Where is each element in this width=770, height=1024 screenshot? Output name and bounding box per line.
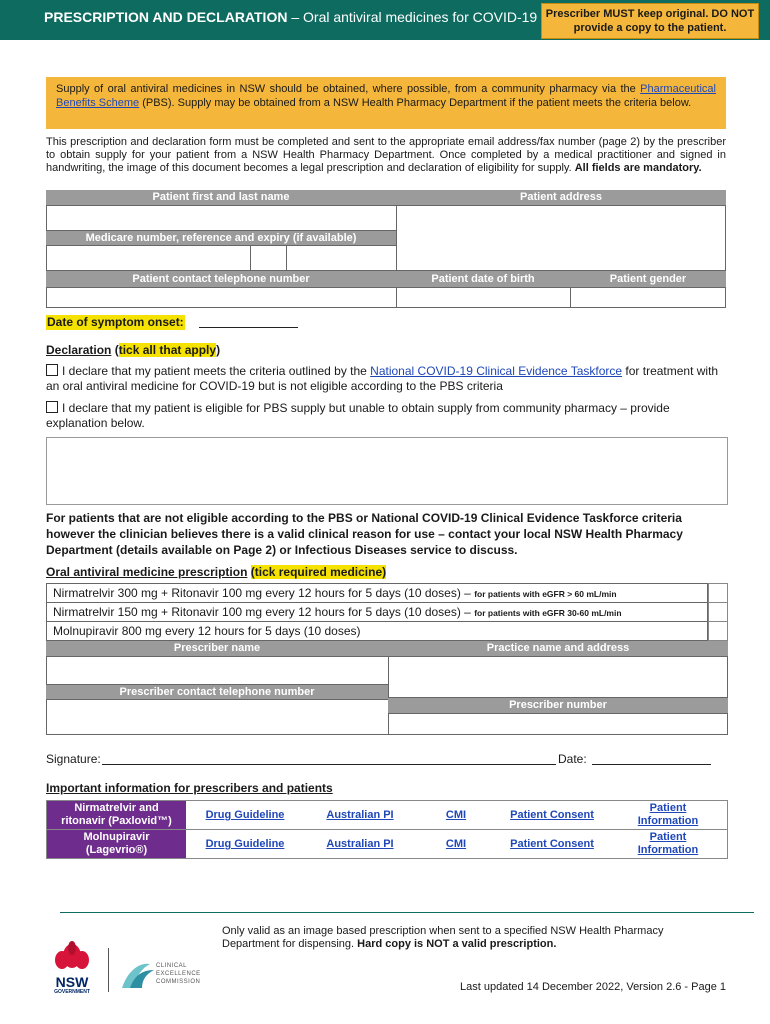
patient-gender-field[interactable] — [570, 287, 726, 308]
prescriber-name-header: Prescriber name — [46, 641, 388, 656]
date-label: Date: — [558, 752, 587, 766]
medicare-header: Medicare number, reference and expiry (if available) — [46, 231, 396, 245]
rx-row-molnupiravir: Molnupiravir 800 mg every 12 hours for 5 days (10 doses) — [46, 621, 708, 641]
rx-nirmatrelvir-150-checkbox[interactable] — [708, 602, 728, 622]
intro-notice: Supply of oral antiviral medicines in NSW should be obtained, where possible, from a community pharmacy via the Pharmaceutical Benefits Scheme (PBS). Supply may be obtained from a NSW Health Pharmacy Department if the patient meets the criteria below. — [46, 77, 726, 129]
cec-wave-icon — [120, 958, 156, 992]
nsw-logo: NSW GOVERNMENT — [46, 940, 98, 994]
rx-row-nirmatrelvir-300: Nirmatrelvir 300 mg + Ritonavir 100 mg every 12 hours for 5 days (10 doses) – for patients with eGFR > 60 mL/min — [46, 583, 708, 603]
cec-logo: CLINICAL EXCELLENCE COMMISSION — [120, 958, 220, 992]
declaration-item-1: I declare that my patient meets the criteria outlined by the National COVID-19 Clinical Evidence Taskforce for treatment with an oral antiviral medicine for COVID-19 but is not eligible according to the PBS criteria — [46, 364, 719, 393]
prescriber-number-header: Prescriber number — [388, 698, 728, 713]
declaration-title: Declaration (tick all that apply) — [46, 343, 221, 357]
declaration-item-2: I declare that my patient is eligible for PBS supply but unable to obtain supply from community pharmacy – provide explanation below. — [46, 401, 670, 430]
drug-name-lagevrio: Molnupiravir (Lagevrio®) — [47, 830, 186, 858]
prescription-title: Oral antiviral medicine prescription (tick required medicine) — [46, 565, 387, 579]
form-instructions: This prescription and declaration form must be completed and sent to the appropriate email address/fax number (page 2) by the prescriber to obtain supply for your patient from a NSW Health Pharmacy Department. Once completed by a medical practitioner and signed in handwriting, the image of this document becomes a legal prescription and declaration of eligibility for supply. All fields are mandatory. — [46, 136, 726, 174]
patient-gender-header: Patient gender — [570, 271, 726, 287]
paxlovid-consent-link[interactable]: Patient Consent — [510, 809, 594, 821]
keep-original-notice: Prescriber MUST keep original. DO NOT provide a copy to the patient. — [541, 3, 759, 39]
patient-address-header: Patient address — [396, 190, 726, 205]
prescriber-number-field[interactable] — [388, 713, 728, 735]
patient-name-field[interactable] — [46, 205, 397, 231]
practice-header: Practice name and address — [388, 641, 728, 656]
lagevrio-consent-link[interactable]: Patient Consent — [510, 838, 594, 850]
prescriber-phone-field[interactable] — [46, 699, 389, 735]
patient-phone-header: Patient contact telephone number — [46, 271, 396, 287]
paxlovid-pi-link[interactable]: Australian PI — [326, 809, 394, 821]
patient-phone-field[interactable] — [46, 287, 397, 308]
declaration-2-checkbox[interactable] — [46, 401, 58, 413]
signature-field[interactable] — [102, 764, 556, 765]
medicare-reference-field[interactable] — [250, 245, 287, 271]
footer-validity-note: Only valid as an image based prescription when sent to a specified NSW Health Pharmacy Department for dispensing. Hard copy is NOT a valid prescription. — [222, 925, 664, 950]
drug-name-paxlovid: Nirmatrelvir and ritonavir (Paxlovid™) — [47, 801, 186, 829]
info-title: Important information for prescribers and patients — [46, 781, 333, 795]
page-title: PRESCRIPTION AND DECLARATION – Oral antiviral medicines for COVID-19 — [44, 9, 538, 25]
not-eligible-note: For patients that are not eligible according to the PBS or National COVID-19 Clinical Evidence Taskforce criteria however the clinician believes there is a valid clinical reason for use – contact your local NSW Health Pharmacy Department (details available on Page 2) or Infectious Diseases service to discuss. — [46, 511, 683, 557]
rx-nirmatrelvir-300-checkbox[interactable] — [708, 583, 728, 603]
medicare-number-field[interactable] — [46, 245, 251, 271]
patient-name-header: Patient first and last name — [46, 190, 396, 205]
lagevrio-info-link[interactable]: Patient Information — [637, 831, 699, 856]
footer-divider — [60, 912, 754, 913]
paxlovid-guideline-link[interactable]: Drug Guideline — [205, 809, 285, 821]
lagevrio-guideline-link[interactable]: Drug Guideline — [205, 838, 285, 850]
patient-address-field[interactable] — [396, 205, 726, 271]
rx-row-nirmatrelvir-150: Nirmatrelvir 150 mg + Ritonavir 100 mg every 12 hours for 5 days (10 doses) – for patients with eGFR 30-60 mL/min — [46, 602, 708, 622]
practice-address-field[interactable] — [388, 656, 728, 698]
patient-dob-field[interactable] — [396, 287, 571, 308]
symptom-onset-label: Date of symptom onset: — [47, 315, 184, 329]
rx-molnupiravir-checkbox[interactable] — [708, 621, 728, 641]
paxlovid-cmi-link[interactable]: CMI — [445, 809, 467, 821]
paxlovid-info-link[interactable]: Patient Information — [637, 802, 699, 827]
declaration-1-checkbox[interactable] — [46, 364, 58, 376]
date-field[interactable] — [592, 764, 711, 765]
medicare-expiry-field[interactable] — [286, 245, 397, 271]
lagevrio-cmi-link[interactable]: CMI — [445, 838, 467, 850]
patient-dob-header: Patient date of birth — [396, 271, 570, 287]
explanation-textarea[interactable] — [46, 437, 728, 505]
symptom-onset-field[interactable] — [199, 327, 298, 328]
prescriber-name-field[interactable] — [46, 656, 389, 685]
logo-divider — [108, 948, 109, 992]
signature-label: Signature: — [46, 752, 101, 766]
footer-updated: Last updated 14 December 2022, Version 2.6 - Page 1 — [460, 981, 727, 993]
lagevrio-pi-link[interactable]: Australian PI — [326, 838, 394, 850]
pbs-link[interactable]: Pharmaceutical Benefits Scheme — [56, 83, 716, 109]
taskforce-link[interactable]: National COVID-19 Clinical Evidence Taskforce — [370, 364, 623, 378]
prescriber-phone-header: Prescriber contact telephone number — [46, 685, 388, 699]
waratah-icon — [46, 940, 98, 970]
